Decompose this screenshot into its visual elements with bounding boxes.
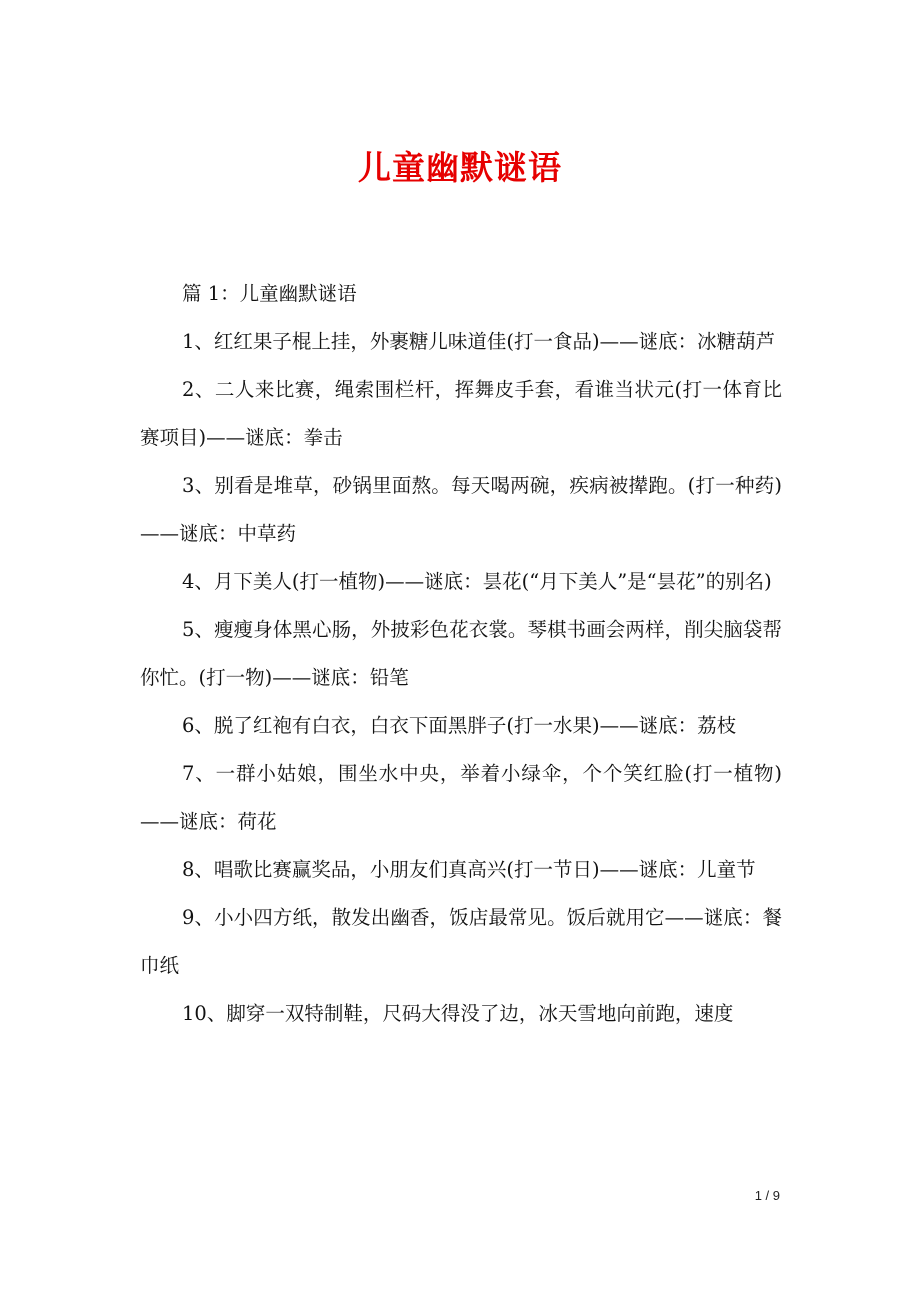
section-heading: 篇 1：儿童幽默谜语	[182, 282, 357, 305]
riddle-paragraph: 5、瘦瘦身体黑心肠，外披彩色花衣裳。琴棋书画会两样，削尖脑袋帮你忙。(打一物)——谜底：铅笔	[140, 618, 782, 689]
riddle-paragraph: 1、红红果子棍上挂，外裹糖儿味道佳(打一食品)——谜底：冰糖葫芦	[182, 330, 776, 353]
riddle-paragraph: 10、脚穿一双特制鞋，尺码大得没了边，冰天雪地向前跑，速度	[182, 1002, 734, 1025]
riddle-paragraph: 3、别看是堆草，砂锅里面熬。每天喝两碗，疾病被撵跑。(打一种药)——谜底：中草药	[140, 474, 782, 545]
riddle-paragraph: 2、二人来比赛，绳索围栏杆，挥舞皮手套，看谁当状元(打一体育比赛项目)——谜底：拳击	[140, 378, 782, 449]
riddle-paragraph: 8、唱歌比赛赢奖品，小朋友们真高兴(打一节日)——谜底：儿童节	[182, 858, 756, 881]
document-body	[140, 270, 782, 1038]
riddle-paragraph: 7、一群小姑娘，围坐水中央，举着小绿伞，个个笑红脸(打一植物)——谜底：荷花	[140, 762, 782, 833]
document-title: 儿童幽默谜语	[358, 148, 562, 187]
riddle-paragraph: 6、脱了红袍有白衣，白衣下面黑胖子(打一水果)——谜底：荔枝	[182, 714, 737, 737]
riddle-paragraph: 4、月下美人(打一植物)——谜底：昙花(“月下美人”是“昙花”的别名)	[182, 570, 772, 593]
riddle-paragraph: 9、小小四方纸，散发出幽香，饭店最常见。饭后就用它——谜底：餐巾纸	[140, 906, 782, 977]
page-number: 1 / 9	[754, 1188, 780, 1203]
